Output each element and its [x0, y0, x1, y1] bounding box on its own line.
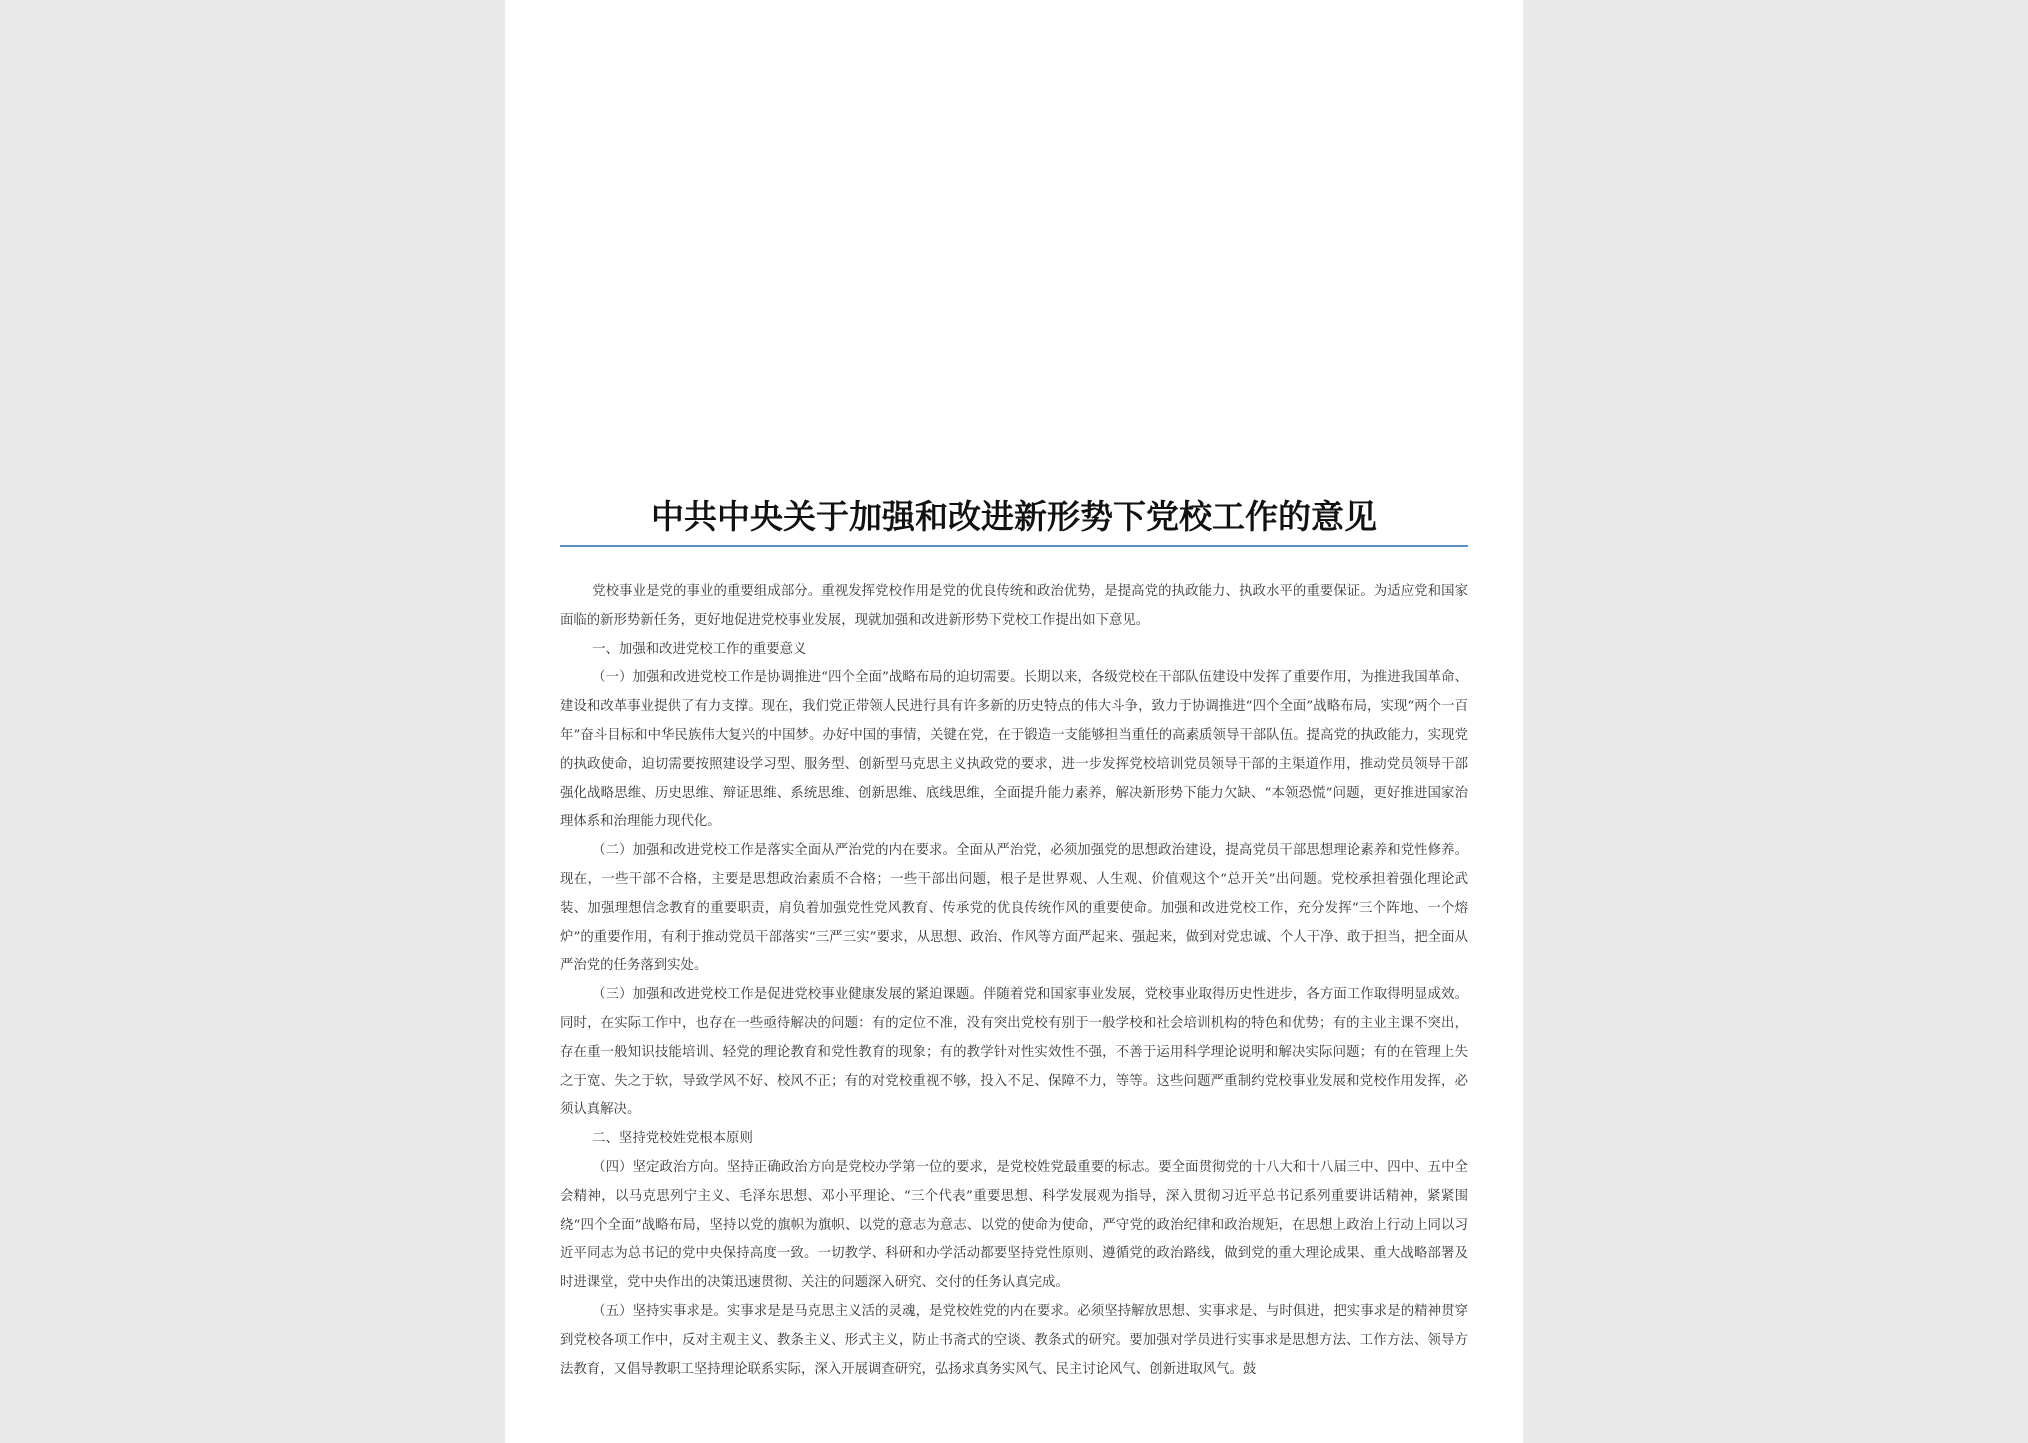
paragraph: （三）加强和改进党校工作是促进党校事业健康发展的紧迫课题。伴随着党和国家事业发展，党校事业取得历史性进步，各方面工作取得明显成效。同时，在实际工作中，也存在一些亟待解决的问题：有的定位不准，没有突出党校有别于一般学校和社会培训机构的特色和优势；有的主业主课不突出，存在重一般知识技能培训、轻党的理论教育和党性教育的现象；有的教学针对性实效性不强，不善于运用科学理论说明和解决实际问题；有的在管理上失之于宽、失之于软，导致学风不好、校风不正；有的对党校重视不够，投入不足、保障不力，等等。这些问题严重制约党校事业发展和党校作用发挥，必须认真解决。 — [560, 987, 1468, 1118]
section-heading: 二、坚持党校姓党根本原则 — [592, 1131, 753, 1147]
paragraph: （二）加强和改进党校工作是落实全面从严治党的内在要求。全面从严治党，必须加强党的思想政治建设，提高党员干部思想理论素养和党性修养。现在，一些干部不合格，主要是思想政治素质不合格；一些干部出问题，根子是世界观、人生观、价值观这个“总开关”出问题。党校承担着强化理论武装、加强理想信念教育的重要职责，肩负着加强党性党风教育、传承党的优良传统作风的重要使命。加强和改进党校工作，充分发挥“三个阵地、一个熔炉”的重要作用，有利于推动党员干部落实“三严三实”要求，从思想、政治、作风等方面严起来、强起来，做到对党忠诚、个人干净、敢于担当，把全面从严治党的任务落到实处。 — [560, 843, 1468, 974]
document-page — [505, 0, 1523, 1443]
document-body — [560, 578, 1468, 1384]
paragraph: （四）坚定政治方向。坚持正确政治方向是党校办学第一位的要求，是党校姓党最重要的标志。要全面贯彻党的十八大和十八届三中、四中、五中全会精神，以马克思列宁主义、毛泽东思想、邓小平理论、“三个代表”重要思想、科学发展观为指导，深入贯彻习近平总书记系列重要讲话精神，紧紧围绕“四个全面”战略布局，坚持以党的旗帜为旗帜、以党的意志为意志、以党的使命为使命，严守党的政治纪律和政治规矩，在思想上政治上行动上同以习近平同志为总书记的党中央保持高度一致。一切教学、科研和办学活动都要坚持党性原则、遵循党的政治路线，做到党的重大理论成果、重大战略部署及时进课堂，党中央作出的决策迅速贯彻、关注的问题深入研究、交付的任务认真完成。 — [560, 1159, 1468, 1291]
paragraph: （五）坚持实事求是。实事求是是马克思主义活的灵魂，是党校姓党的内在要求。必须坚持解放思想、实事求是、与时俱进，把实事求是的精神贯穿到党校各项工作中，反对主观主义、教条主义、形式主义，防止书斋式的空谈、教条式的研究。要加强对学员进行实事求是思想方法、工作方法、领导方法教育，又倡导教职工坚持理论联系实际，深入开展调查研究，弘扬求真务实风气、民主讨论风气、创新进取风气。鼓 — [560, 1303, 1468, 1377]
title-underline — [560, 545, 1468, 547]
paragraph: （一）加强和改进党校工作是协调推进“四个全面”战略布局的迫切需要。长期以来，各级党校在干部队伍建设中发挥了重要作用，为推进我国革命、建设和改革事业提供了有力支撑。现在，我们党正带领人民进行具有许多新的历史特点的伟大斗争，致力于协调推进“四个全面”战略布局，实现“两个一百年”奋斗目标和中华民族伟大复兴的中国梦。办好中国的事情，关键在党，在于锻造一支能够担当重任的高素质领导干部队伍。提高党的执政能力，实现党的执政使命，迫切需要按照建设学习型、服务型、创新型马克思主义执政党的要求，进一步发挥党校培训党员领导干部的主渠道作用，推动党员领导干部强化战略思维、历史思维、辩证思维、系统思维、创新思维、底线思维，全面提升能力素养，解决新形势下能力欠缺、“本领恐慌”问题，更好推进国家治理体系和治理能力现代化。 — [560, 670, 1468, 830]
document-title: 中共中央关于加强和改进新形势下党校工作的意见 — [651, 497, 1377, 536]
paragraph: 党校事业是党的事业的重要组成部分。重视发挥党校作用是党的优良传统和政治优势，是提高党的执政能力、执政水平的重要保证。为适应党和国家面临的新形势新任务，更好地促进党校事业发展，现就加强和改进新形势下党校工作提出如下意见。 — [560, 584, 1468, 628]
section-heading: 一、加强和改进党校工作的重要意义 — [592, 641, 807, 657]
